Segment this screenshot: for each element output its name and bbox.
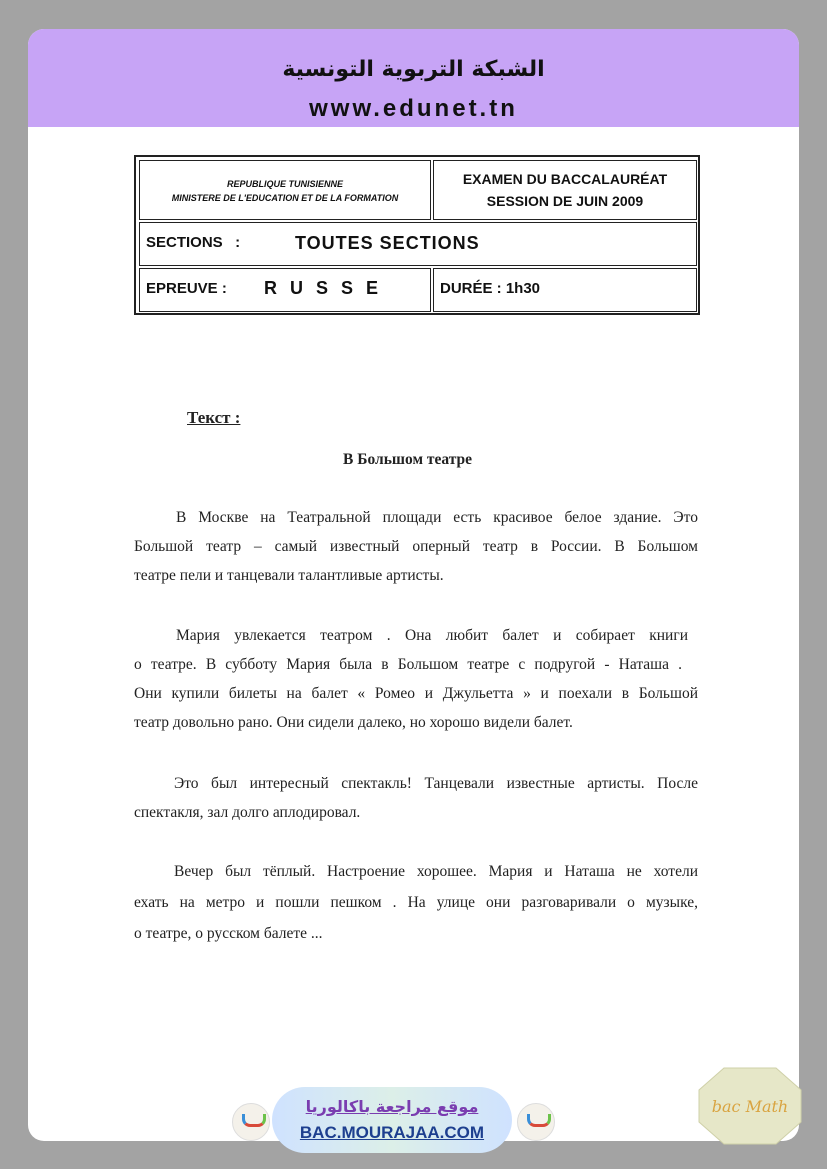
paragraph-line: В Москве на Театральной площади есть красивое белое здание. Это [176,509,698,526]
epreuve-cell [139,268,431,312]
exam-cell [433,160,697,220]
footer-link[interactable] [272,1087,512,1153]
sections-value: TOUTES SECTIONS [295,233,480,253]
ministry-cell [139,160,431,220]
badge-text: bac Math [711,1097,789,1116]
sections-cell [139,222,697,266]
paragraph-line: о театре, о русском балете ... [134,925,323,942]
duree-text: DURÉE : 1h30 [440,280,541,297]
text-subtitle: В Большом театре [343,451,473,468]
paragraph-line: Вечер был тёплый. Настроение хорошее. Мария и Наташа не хотели [174,863,698,880]
paragraph-line: Они купили билеты на балет « Ромео и Джульетта » и поехали в Большой [134,685,698,702]
paragraph-line: Мария увлекается театром . Она любит балет и собирает книги [176,627,688,644]
ministry-text: MINISTERE DE L'EDUCATION ET DE LA FORMATION [171,193,399,203]
footer-url[interactable]: BAC.MOURAJAA.COM [299,1123,485,1142]
bac-math-badge [697,1066,803,1146]
paragraph-line: о театре. В субботу Мария была в Большом театре с подругой - Наташа . [134,656,682,673]
paragraph-line: спектакля, зал долго аплодировал. [134,804,361,821]
exam-header-table [134,155,700,315]
sections-label: SECTIONS : [146,234,241,251]
paragraph-line: Это был интересный спектакль! Танцевали известные артисты. После [174,775,698,792]
footer-arabic[interactable]: موقع مراجعة باكالوريا [305,1097,479,1116]
epreuve-value: R U S S E [264,278,383,298]
exam-title: EXAMEN DU BACCALAURÉAT [462,171,668,187]
text-heading: Текст : [187,408,241,427]
epreuve-label: EPREUVE : [146,280,227,297]
edunet-banner [28,29,799,127]
duree-cell [433,268,697,312]
exam-session: SESSION DE JUIN 2009 [486,193,644,209]
paragraph-line: Большой театр – самый известный оперный театр в России. В Большом [134,538,698,555]
banner-url[interactable]: www.edunet.tn [309,95,518,122]
paragraph-line: театр довольно рано. Они сидели далеко, но хорошо видели балет. [134,714,573,731]
book-logo-icon [517,1103,555,1141]
book-logo-icon [232,1103,270,1141]
paragraph-line: ехать на метро и пошли пешком . На улице они разговаривали о музыке, [134,894,698,911]
paragraph-line: театре пели и танцевали талантливые артисты. [134,567,444,584]
republic-text: REPUBLIQUE TUNISIENNE [226,179,343,189]
banner-arabic-title: الشبكة التربوية التونسية [282,57,545,82]
